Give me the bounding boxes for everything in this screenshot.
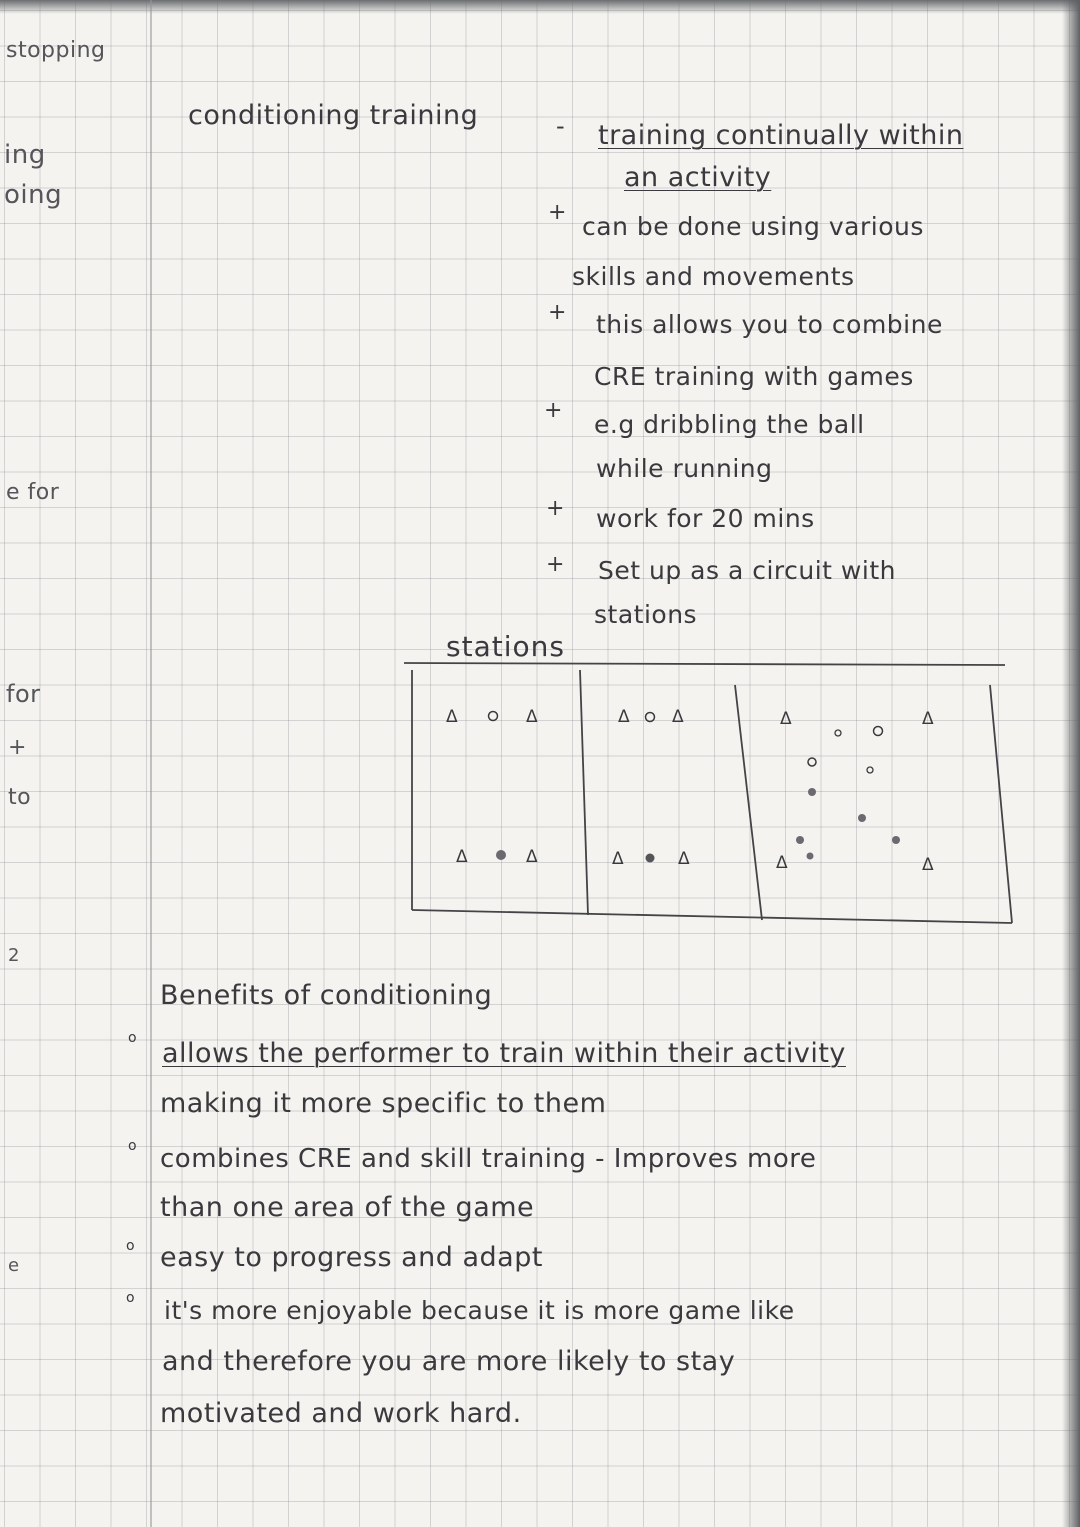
ball-icon xyxy=(867,767,873,773)
cone-icon: Δ xyxy=(922,709,934,729)
diagram-bottom-line xyxy=(412,910,1012,923)
cone-icon: Δ xyxy=(456,847,468,867)
bullet-line: e.g dribbling the ball xyxy=(594,410,865,439)
benefit-line: allows the performer to train within their activity xyxy=(162,1038,846,1069)
benefit-line: making it more specific to them xyxy=(160,1088,607,1119)
bullet-line: work for 20 mins xyxy=(596,504,815,533)
ball-icon xyxy=(646,713,655,722)
margin-fragment: to xyxy=(8,785,32,810)
margin-fragment: 2 xyxy=(8,945,20,966)
margin-fragment: for xyxy=(6,680,41,708)
cone-icon: Δ xyxy=(678,849,690,869)
bullet-line: stations xyxy=(594,600,698,629)
benefit-marker: o xyxy=(128,1138,137,1154)
heading-definition-line-2: an activity xyxy=(624,162,772,193)
cone-icon: Δ xyxy=(526,707,538,727)
margin-fragment: e xyxy=(8,1255,20,1276)
heading-definition-line-1: training continually within xyxy=(598,120,964,151)
bullet-marker: + xyxy=(546,552,565,577)
margin-line xyxy=(150,0,152,1527)
diagram-divider-1 xyxy=(580,670,588,915)
ball-icon xyxy=(835,730,841,736)
benefit-line: combines CRE and skill training - Improves more xyxy=(160,1144,817,1174)
bullet-line: Set up as a circuit with xyxy=(598,556,896,585)
ball-icon xyxy=(808,758,816,766)
bullet-line: skills and movements xyxy=(572,262,855,291)
bullet-line: CRE training with games xyxy=(594,362,914,391)
diagram-right-border xyxy=(990,685,1012,923)
ball-icon xyxy=(892,836,900,844)
margin-fragment: e for xyxy=(6,480,60,505)
margin-fragment: + xyxy=(8,735,27,760)
benefit-line: and therefore you are more likely to stay xyxy=(162,1346,736,1377)
ball-icon xyxy=(807,853,814,860)
ball-icon xyxy=(808,788,816,796)
diagram-label: stations xyxy=(446,630,565,663)
diagram-divider-2 xyxy=(735,685,762,920)
benefit-marker: o xyxy=(128,1030,137,1046)
ball-icon xyxy=(646,854,655,863)
benefits-title: Benefits of conditioning xyxy=(160,980,493,1011)
ball-icon xyxy=(489,712,498,721)
cone-icon: Δ xyxy=(612,849,624,869)
heading-term: conditioning training xyxy=(188,100,479,131)
ball-icon xyxy=(858,814,866,822)
bullet-marker: + xyxy=(548,300,567,325)
ball-icon xyxy=(496,850,506,860)
bullet-marker: + xyxy=(544,398,563,423)
bullet-marker: + xyxy=(548,200,567,225)
cone-icon: Δ xyxy=(776,853,788,873)
benefit-marker: o xyxy=(126,1290,135,1306)
diagram-top-line xyxy=(404,663,1005,665)
bullet-line: while running xyxy=(596,454,773,483)
heading-dash: - xyxy=(556,112,566,140)
cone-icon: Δ xyxy=(618,707,630,727)
margin-fragment: stopping xyxy=(6,38,106,63)
ball-icon xyxy=(874,727,883,736)
margin-fragment: ing xyxy=(4,140,46,170)
ball-icon xyxy=(796,836,804,844)
benefit-marker: o xyxy=(126,1238,135,1254)
benefit-line: motivated and work hard. xyxy=(160,1398,522,1429)
margin-fragment: oing xyxy=(4,180,63,210)
cone-icon: Δ xyxy=(526,847,538,867)
bullet-line: this allows you to combine xyxy=(596,310,943,339)
cone-icon: Δ xyxy=(922,855,934,875)
benefit-line: it's more enjoyable because it is more game like xyxy=(164,1296,795,1325)
cone-icon: Δ xyxy=(446,707,458,727)
bullet-line: can be done using various xyxy=(582,212,924,241)
page-shadow-right xyxy=(1062,0,1080,1527)
cone-icon: Δ xyxy=(780,709,792,729)
bullet-marker: + xyxy=(546,496,565,521)
stations-diagram xyxy=(400,640,1020,930)
cone-icon: Δ xyxy=(672,707,684,727)
benefit-line: than one area of the game xyxy=(160,1192,535,1223)
benefit-line: easy to progress and adapt xyxy=(160,1242,543,1273)
page-shadow-top xyxy=(0,0,1080,14)
